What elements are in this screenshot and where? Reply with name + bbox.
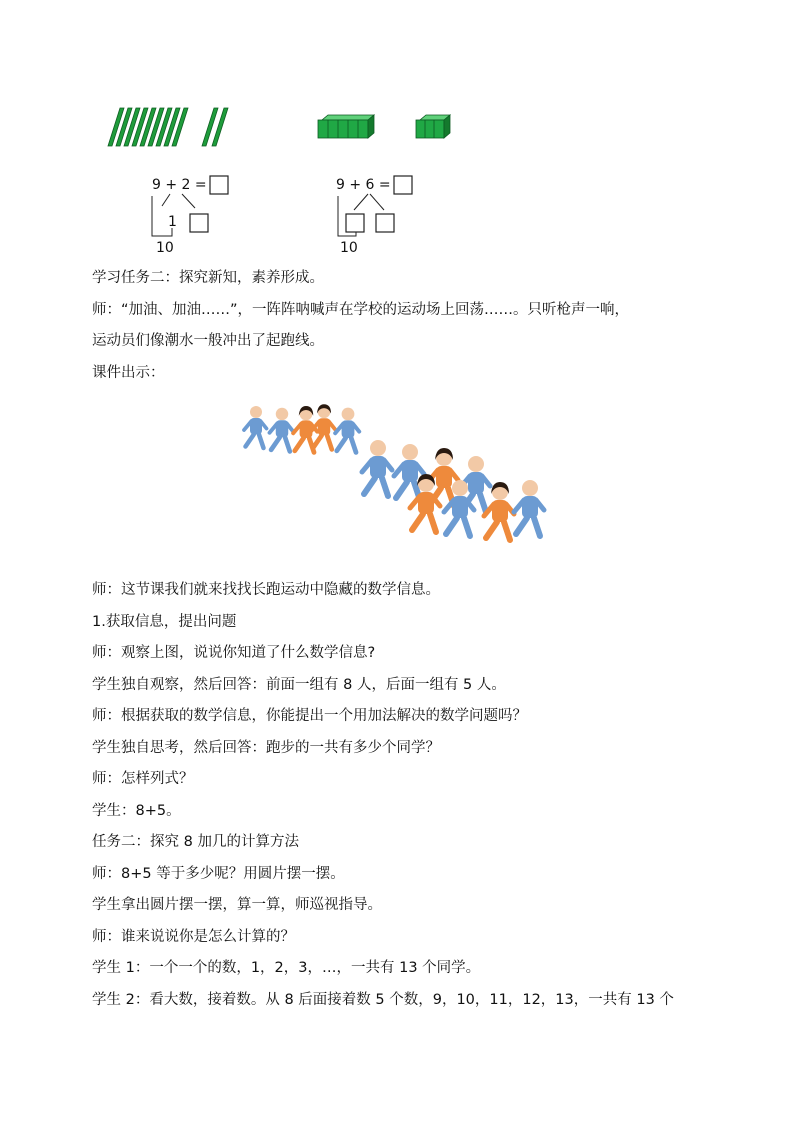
paragraph: 师：谁来说说你是怎么计算的？ [92, 929, 295, 945]
left-split-number: 1 [168, 214, 177, 230]
paragraph: 师：“加油、加油……”，一阵阵呐喊声在学校的运动场上回荡……。只听枪声一响， [92, 302, 630, 318]
paragraph: 课件出示： [92, 365, 165, 381]
math-figure [100, 100, 480, 260]
paragraph: 师：这节课我们就来找找长跑运动中隐藏的数学信息。 [92, 582, 440, 598]
paragraph: 1.获取信息，提出问题 [92, 614, 237, 630]
sticks-group-two [202, 108, 228, 146]
paragraph: 师：8+5 等于多少呢？用圆片摆一摆。 [92, 866, 345, 882]
right-total: 10 [340, 240, 358, 256]
running-children-illustration [238, 392, 554, 572]
paragraph: 学习任务二：探究新知，素养形成。 [92, 270, 324, 286]
paragraph: 学生 2：看大数，接着数。从 8 后面接着数 5 个数，9，10，11，12，13，一共有 13 个 [92, 992, 674, 1008]
right-split-box-1 [346, 214, 364, 232]
paragraph: 学生独自思考，然后回答：跑步的一共有多少个同学？ [92, 740, 440, 756]
left-equation: 9 + 2 = [152, 177, 207, 193]
right-split-box-2 [376, 214, 394, 232]
left-split-box [190, 214, 208, 232]
paragraph: 师：观察上图，说说你知道了什么数学信息? [92, 645, 376, 661]
cubes-group-six [416, 115, 450, 138]
paragraph: 任务二：探究 8 加几的计算方法 [92, 834, 299, 850]
paragraph: 师：怎样列式？ [92, 771, 194, 787]
paragraph: 运动员们像潮水一般冲出了起跑线。 [92, 333, 324, 349]
left-answer-box [210, 176, 228, 194]
left-total: 10 [156, 240, 174, 256]
right-answer-box [394, 176, 412, 194]
paragraph: 学生拿出圆片摆一摆，算一算，师巡视指导。 [92, 897, 382, 913]
paragraph: 学生：8+5。 [92, 803, 181, 819]
sticks-group-nine [108, 108, 188, 146]
paragraph: 师：根据获取的数学信息，你能提出一个用加法解决的数学问题吗？ [92, 708, 527, 724]
cubes-group-nine [318, 115, 374, 138]
paragraph: 学生 1：一个一个的数，1，2，3，…，一共有 13 个同学。 [92, 960, 481, 976]
paragraph: 学生独自观察，然后回答：前面一组有 8 人，后面一组有 5 人。 [92, 677, 506, 693]
right-equation: 9 + 6 = [336, 177, 391, 193]
